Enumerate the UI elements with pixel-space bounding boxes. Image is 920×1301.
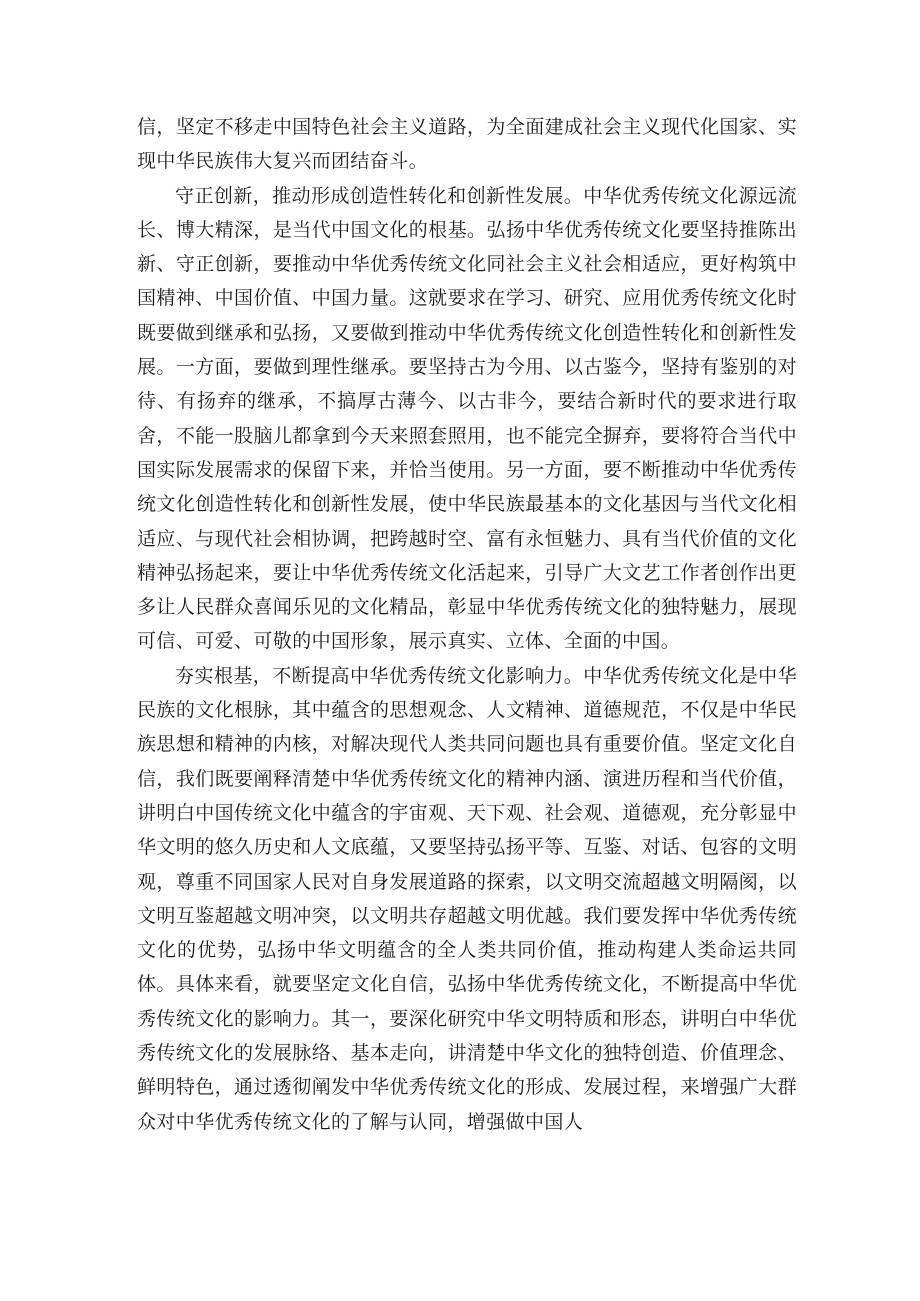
paragraph-foundation: 夯实根基，不断提高中华优秀传统文化影响力。中华优秀传统文化是中华民族的文化根脉，其中蕴含的思想观念、人文精神、道德规范，不仅是中华民族思想和精神的内核，对解决现代人类共同问题也具有重要价值。坚定文化自信，我们既要阐释清楚中华优秀传统文化的精神内涵、演进历程和当代价值，讲明白中国传统文化中蕴含的宇宙观、天下观、社会观、道德观，充分彰显中华文明的悠久历史和人文底蕴，又要坚持弘扬平等、互鉴、对话、包容的文明观，尊重不同国家人民对自身发展道路的探索，以文明交流超越文明隔阂，以文明互鉴超越文明冲突，以文明共存超越文明优越。我们要发挥中华优秀传统文化的优势，弘扬中华文明蕴含的全人类共同价值，推动构建人类命运共同体。具体来看，就要坚定文化自信，弘扬中华优秀传统文化，不断提高中华优秀传统文化的影响力。其一，要深化研究中华文明特质和形态，讲明白中华优秀传统文化的发展脉络、基本走向，讲清楚中华文化的独特创造、价值理念、鲜明特色，通过透彻阐发中华优秀传统文化的形成、发展过程，来增强广大群众对中华优秀传统文化的了解与认同，增强做中国人: [137, 664, 797, 1133]
paragraph-continuation: 信，坚定不移走中国特色社会主义道路，为全面建成社会主义现代化国家、实现中华民族伟大复兴而团结奋斗。: [137, 116, 797, 173]
document-body: [137, 110, 797, 1139]
paragraph-innovation: 守正创新，推动形成创造性转化和创新性发展。中华优秀传统文化源远流长、博大精深，是当代中国文化的根基。弘扬中华优秀传统文化要坚持推陈出新、守正创新，要推动中华优秀传统文化同社会主义社会相适应，更好构筑中国精神、中国价值、中国力量。这就要求在学习、研究、应用优秀传统文化时既要做到继承和弘扬，又要做到推动中华优秀传统文化创造性转化和创新性发展。一方面，要做到理性继承。要坚持古为今用、以古鉴今，坚持有鉴别的对待、有扬弃的继承，不搞厚古薄今、以古非今，要结合新时代的要求进行取舍，不能一股脑儿都拿到今天来照套照用，也不能完全摒弃，要将符合当代中国实际发展需求的保留下来，并恰当使用。另一方面，要不断推动中华优秀传统文化创造性转化和创新性发展，使中华民族最基本的文化基因与当代文化相适应、与现代社会相协调，把跨越时空、富有永恒魅力、具有当代价值的文化精神弘扬起来，要让中华优秀传统文化活起来，引导广大文艺工作者创作出更多让人民群众喜闻乐见的文化精品，彰显中华优秀传统文化的独特魅力，展现可信、可爱、可敬的中国形象，展示真实、立体、全面的中国。: [137, 184, 797, 653]
